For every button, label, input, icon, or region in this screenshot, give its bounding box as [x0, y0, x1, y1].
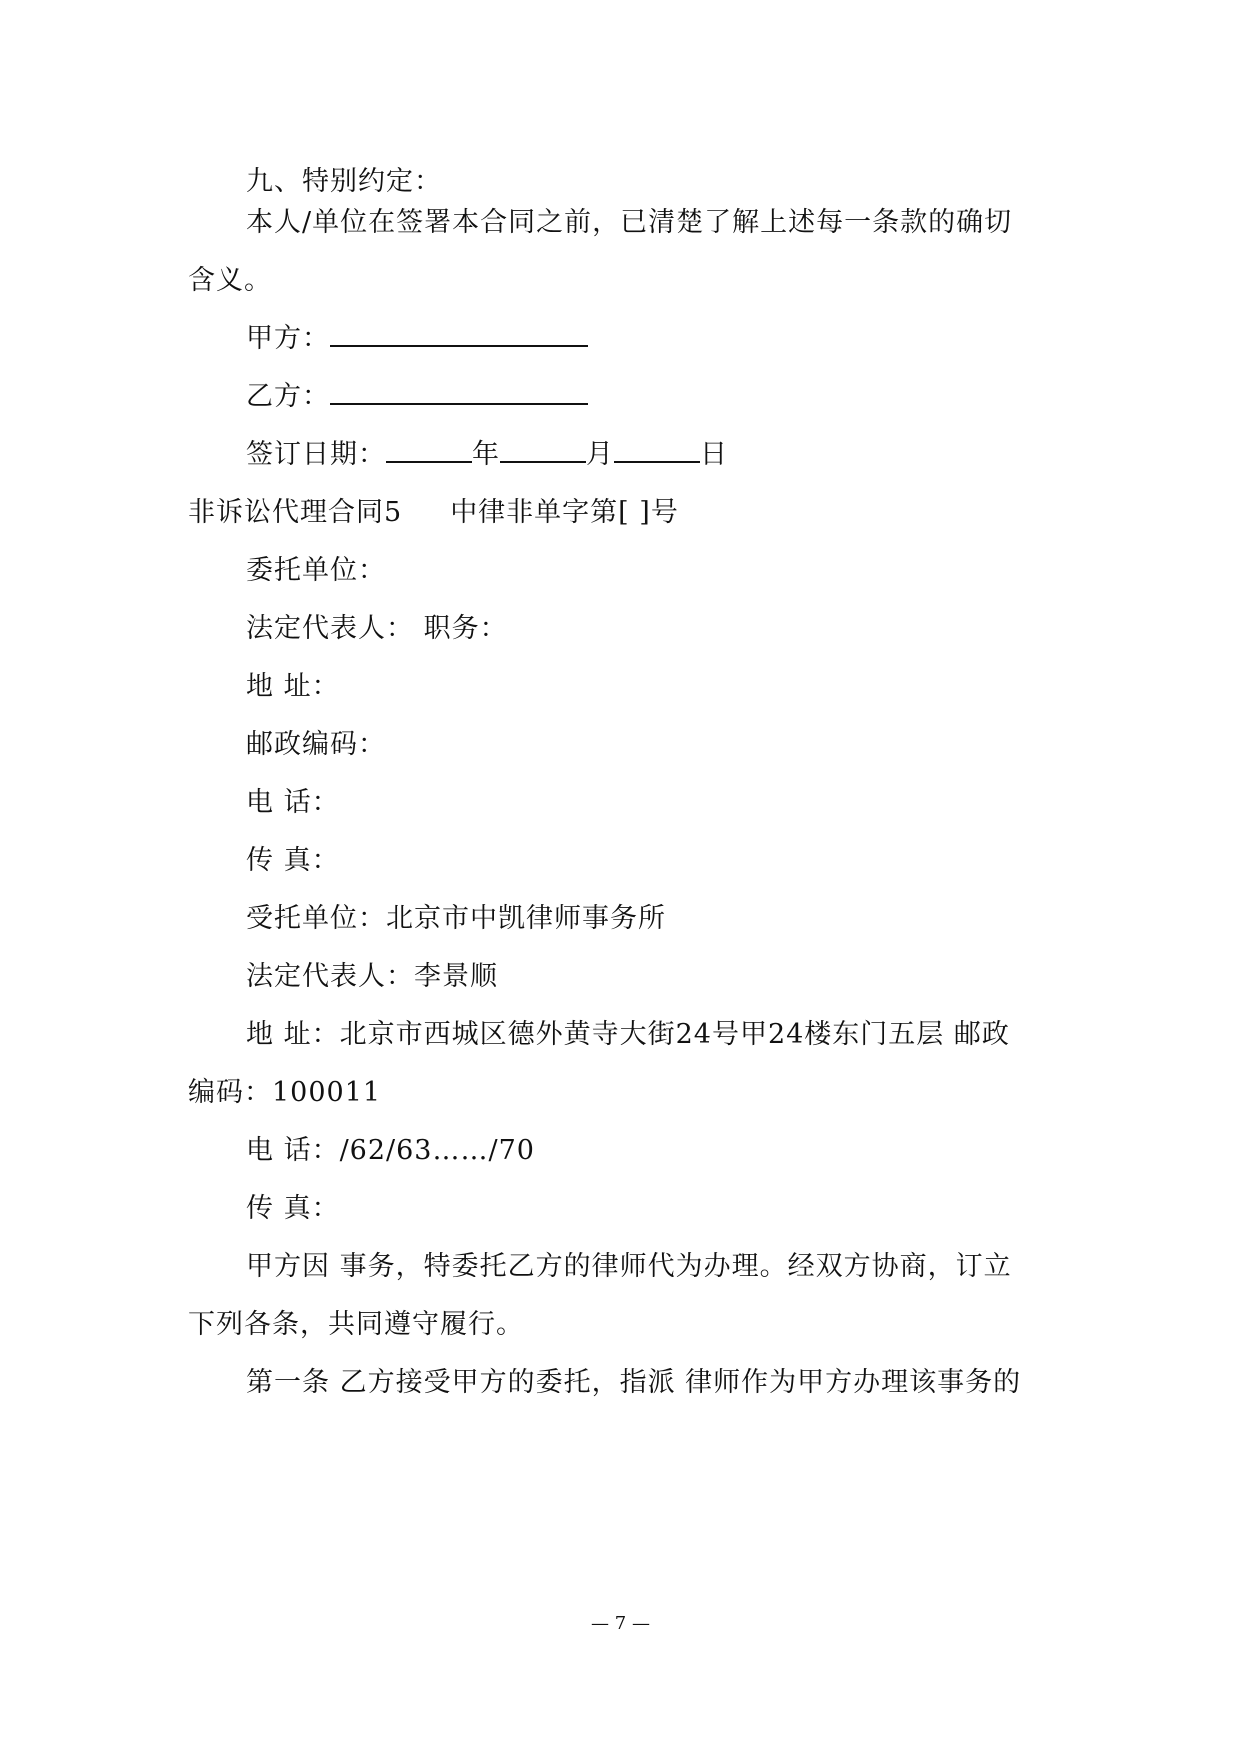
month-blank: [500, 439, 586, 463]
client-representative-field: 法定代表人： 职务：: [246, 613, 508, 644]
month-label: 月: [586, 439, 614, 470]
client-fax-field: 传 真：: [246, 845, 340, 876]
contract-title: 非诉讼代理合同5: [188, 497, 403, 528]
paragraph-line: 甲方因 事务，特委托乙方的律师代为办理。经双方协商，订立: [246, 1251, 1012, 1282]
party-a-signature-line: [246, 322, 588, 356]
year-blank: [386, 439, 472, 463]
agent-fax-field: 传 真：: [246, 1193, 340, 1224]
party-b-blank: [330, 381, 588, 405]
agent-unit-field: 受托单位：北京市中凯律师事务所: [246, 903, 666, 934]
article-one-line: 第一条 乙方接受甲方的委托，指派 律师作为甲方办理该事务的: [246, 1367, 1022, 1398]
client-unit-field: 委托单位：: [246, 555, 386, 586]
signing-date-label: 签订日期：: [246, 439, 386, 470]
year-label: 年: [472, 439, 500, 470]
section-heading-special-agreement: 九、特别约定：: [246, 166, 442, 197]
paragraph-line: 含义。: [188, 265, 272, 296]
party-b-signature-line: [246, 380, 588, 414]
agent-address-field: 地 址：北京市西城区德外黄寺大街24号甲24楼东门五层 邮政: [246, 1019, 1010, 1050]
page-number: — 7 —: [591, 1613, 650, 1634]
party-b-label: 乙方：: [246, 381, 330, 412]
contract-title-line: [188, 496, 679, 530]
party-a-blank: [330, 323, 588, 347]
day-label: 日: [700, 439, 728, 470]
agent-phone-field: 电 话：/62/63……/70: [246, 1135, 535, 1166]
client-postcode-field: 邮政编码：: [246, 729, 386, 760]
party-a-label: 甲方：: [246, 323, 330, 354]
agent-representative-field: 法定代表人：李景顺: [246, 961, 498, 992]
client-phone-field: 电 话：: [246, 787, 340, 818]
agent-postcode-field: 编码：100011: [188, 1077, 382, 1108]
client-address-field: 地 址：: [246, 671, 340, 702]
contract-number: 中律非单字第[ ]号: [450, 497, 679, 528]
paragraph-line: 本人/单位在签署本合同之前，已清楚了解上述每一条款的确切: [246, 207, 1013, 238]
signing-date-line: [246, 438, 728, 472]
day-blank: [614, 439, 700, 463]
paragraph-line: 下列各条，共同遵守履行。: [188, 1309, 524, 1340]
